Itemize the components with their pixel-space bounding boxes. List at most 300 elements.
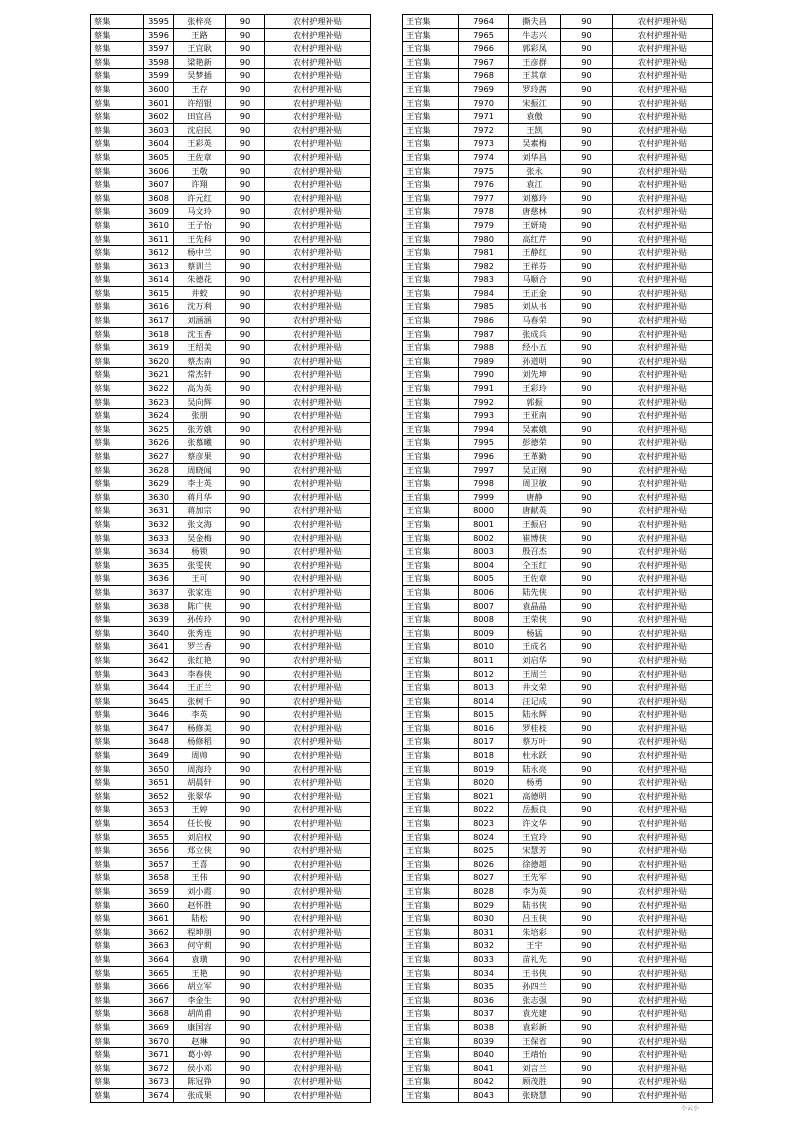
village-cell: 王官集 — [403, 191, 459, 205]
category-cell: 农村护理补贴 — [265, 259, 371, 273]
category-cell: 农村护理补贴 — [265, 613, 371, 627]
village-cell: 蔡集 — [91, 368, 144, 382]
village-cell: 王官集 — [403, 286, 459, 300]
number-cell: 3627 — [144, 450, 174, 464]
village-cell: 王官集 — [403, 545, 459, 559]
table-row — [403, 980, 713, 994]
table-row — [403, 993, 713, 1007]
category-cell: 农村护理补贴 — [265, 857, 371, 871]
village-cell: 王官集 — [403, 830, 459, 844]
number-cell: 8004 — [459, 558, 509, 572]
table-row — [403, 1034, 713, 1048]
amount-cell: 90 — [561, 993, 613, 1007]
amount-cell: 90 — [561, 844, 613, 858]
number-cell: 3661 — [144, 912, 174, 926]
number-cell: 8005 — [459, 572, 509, 586]
category-cell: 农村护理补贴 — [613, 110, 713, 124]
category-cell: 农村护理补贴 — [613, 980, 713, 994]
number-cell: 3619 — [144, 341, 174, 355]
village-cell: 蔡集 — [91, 28, 144, 42]
number-cell: 8012 — [459, 667, 509, 681]
number-cell: 7985 — [459, 300, 509, 314]
village-cell: 王官集 — [403, 599, 459, 613]
amount-cell: 90 — [226, 1034, 265, 1048]
amount-cell: 90 — [226, 1088, 265, 1102]
number-cell: 3604 — [144, 137, 174, 151]
village-cell: 蔡集 — [91, 531, 144, 545]
village-cell: 蔡集 — [91, 762, 144, 776]
village-cell: 王官集 — [403, 925, 459, 939]
name-cell: 许文华 — [509, 817, 561, 831]
name-cell: 彭德荣 — [509, 436, 561, 450]
category-cell: 农村护理补贴 — [613, 626, 713, 640]
village-cell: 王官集 — [403, 993, 459, 1007]
number-cell: 3618 — [144, 327, 174, 341]
number-cell: 7979 — [459, 218, 509, 232]
amount-cell: 90 — [561, 422, 613, 436]
table-row — [91, 1061, 371, 1075]
name-cell: 刘涵涵 — [174, 314, 226, 328]
category-cell: 农村护理补贴 — [613, 96, 713, 110]
amount-cell: 90 — [561, 368, 613, 382]
number-cell: 3658 — [144, 871, 174, 885]
amount-cell: 90 — [561, 123, 613, 137]
village-cell: 蔡集 — [91, 259, 144, 273]
village-cell: 蔡集 — [91, 626, 144, 640]
village-cell: 王官集 — [403, 966, 459, 980]
category-cell: 农村护理补贴 — [265, 708, 371, 722]
number-cell: 7999 — [459, 490, 509, 504]
name-cell: 崔博侠 — [509, 531, 561, 545]
number-cell: 8025 — [459, 844, 509, 858]
category-cell: 农村护理补贴 — [613, 1088, 713, 1102]
table-row — [91, 980, 371, 994]
table-row — [91, 830, 371, 844]
right-table-body — [403, 15, 713, 1103]
name-cell: 王靖怡 — [509, 1048, 561, 1062]
name-cell: 王婷 — [174, 803, 226, 817]
amount-cell: 90 — [226, 517, 265, 531]
village-cell: 王官集 — [403, 952, 459, 966]
village-cell: 王官集 — [403, 885, 459, 899]
amount-cell: 90 — [561, 613, 613, 627]
amount-cell: 90 — [226, 450, 265, 464]
name-cell: 孙传玲 — [174, 613, 226, 627]
amount-cell: 90 — [561, 15, 613, 29]
category-cell: 农村护理补贴 — [265, 327, 371, 341]
amount-cell: 90 — [561, 178, 613, 192]
name-cell: 苗礼先 — [509, 952, 561, 966]
village-cell: 蔡集 — [91, 477, 144, 491]
table-row — [91, 42, 371, 56]
category-cell: 农村护理补贴 — [613, 246, 713, 260]
amount-cell: 90 — [561, 259, 613, 273]
name-cell: 葛小婷 — [174, 1048, 226, 1062]
table-row — [91, 558, 371, 572]
village-cell: 王官集 — [403, 232, 459, 246]
number-cell: 8013 — [459, 681, 509, 695]
amount-cell: 90 — [561, 939, 613, 953]
table-row — [403, 1061, 713, 1075]
table-row — [91, 314, 371, 328]
number-cell: 3601 — [144, 96, 174, 110]
table-row — [91, 450, 371, 464]
amount-cell: 90 — [226, 817, 265, 831]
village-cell: 蔡集 — [91, 382, 144, 396]
name-cell: 许绍银 — [174, 96, 226, 110]
village-cell: 蔡集 — [91, 667, 144, 681]
village-cell: 王官集 — [403, 422, 459, 436]
amount-cell: 90 — [561, 450, 613, 464]
table-row — [91, 246, 371, 260]
name-cell: 陈广侠 — [174, 599, 226, 613]
category-cell: 农村护理补贴 — [265, 15, 371, 29]
number-cell: 3609 — [144, 205, 174, 219]
amount-cell: 90 — [226, 28, 265, 42]
category-cell: 农村护理补贴 — [265, 830, 371, 844]
category-cell: 农村护理补贴 — [613, 232, 713, 246]
table-row — [403, 273, 713, 287]
table-row — [91, 232, 371, 246]
amount-cell: 90 — [561, 925, 613, 939]
category-cell: 农村护理补贴 — [265, 110, 371, 124]
village-cell: 王官集 — [403, 803, 459, 817]
name-cell: 张秀连 — [174, 626, 226, 640]
amount-cell: 90 — [561, 735, 613, 749]
amount-cell: 90 — [561, 354, 613, 368]
amount-cell: 90 — [226, 762, 265, 776]
category-cell: 农村护理补贴 — [265, 286, 371, 300]
village-cell: 蔡集 — [91, 939, 144, 953]
number-cell: 3651 — [144, 776, 174, 790]
name-cell: 陆永辉 — [509, 708, 561, 722]
table-row — [91, 477, 371, 491]
table-row — [91, 1007, 371, 1021]
category-cell: 农村护理补贴 — [613, 776, 713, 790]
category-cell: 农村护理补贴 — [613, 504, 713, 518]
number-cell: 7980 — [459, 232, 509, 246]
amount-cell: 90 — [561, 966, 613, 980]
amount-cell: 90 — [226, 246, 265, 260]
village-cell: 王官集 — [403, 694, 459, 708]
category-cell: 农村护理补贴 — [613, 477, 713, 491]
category-cell: 农村护理补贴 — [265, 844, 371, 858]
table-row — [403, 708, 713, 722]
watermark: 小云小 — [681, 1105, 700, 1112]
village-cell: 王官集 — [403, 164, 459, 178]
category-cell: 农村护理补贴 — [265, 463, 371, 477]
amount-cell: 90 — [226, 721, 265, 735]
name-cell: 陆书侠 — [509, 898, 561, 912]
table-row — [403, 817, 713, 831]
table-row — [403, 69, 713, 83]
amount-cell: 90 — [226, 55, 265, 69]
amount-cell: 90 — [226, 545, 265, 559]
table-row — [403, 844, 713, 858]
village-cell: 王官集 — [403, 1020, 459, 1034]
table-row — [91, 69, 371, 83]
village-cell: 蔡集 — [91, 993, 144, 1007]
village-cell: 蔡集 — [91, 966, 144, 980]
name-cell: 侯小邓 — [174, 1061, 226, 1075]
category-cell: 农村护理补贴 — [613, 613, 713, 627]
village-cell: 蔡集 — [91, 1034, 144, 1048]
amount-cell: 90 — [226, 694, 265, 708]
name-cell: 李春侠 — [174, 667, 226, 681]
category-cell: 农村护理补贴 — [265, 42, 371, 56]
amount-cell: 90 — [561, 436, 613, 450]
amount-cell: 90 — [561, 517, 613, 531]
category-cell: 农村护理补贴 — [265, 925, 371, 939]
category-cell: 农村护理补贴 — [265, 450, 371, 464]
name-cell: 王振启 — [509, 517, 561, 531]
category-cell: 农村护理补贴 — [613, 205, 713, 219]
category-cell: 农村护理补贴 — [265, 653, 371, 667]
name-cell: 张梓亮 — [174, 15, 226, 29]
category-cell: 农村护理补贴 — [613, 694, 713, 708]
village-cell: 蔡集 — [91, 450, 144, 464]
village-cell: 蔡集 — [91, 613, 144, 627]
name-cell: 王书侠 — [509, 966, 561, 980]
village-cell: 蔡集 — [91, 912, 144, 926]
number-cell: 3646 — [144, 708, 174, 722]
number-cell: 3613 — [144, 259, 174, 273]
amount-cell: 90 — [226, 681, 265, 695]
table-row — [91, 382, 371, 396]
category-cell: 农村护理补贴 — [265, 1007, 371, 1021]
table-row — [91, 721, 371, 735]
category-cell: 农村护理补贴 — [613, 55, 713, 69]
category-cell: 农村护理补贴 — [265, 395, 371, 409]
name-cell: 李士英 — [174, 477, 226, 491]
name-cell: 宋慧芳 — [509, 844, 561, 858]
number-cell: 8041 — [459, 1061, 509, 1075]
table-row — [403, 191, 713, 205]
table-row — [91, 1020, 371, 1034]
name-cell: 唐献英 — [509, 504, 561, 518]
category-cell: 农村护理补贴 — [613, 1034, 713, 1048]
category-cell: 农村护理补贴 — [265, 1061, 371, 1075]
category-cell: 农村护理补贴 — [265, 531, 371, 545]
number-cell: 3633 — [144, 531, 174, 545]
number-cell: 3637 — [144, 585, 174, 599]
number-cell: 7969 — [459, 82, 509, 96]
amount-cell: 90 — [226, 300, 265, 314]
name-cell: 刘启权 — [174, 830, 226, 844]
name-cell: 吴正刚 — [509, 463, 561, 477]
category-cell: 农村护理补贴 — [613, 490, 713, 504]
number-cell: 8000 — [459, 504, 509, 518]
table-row — [91, 490, 371, 504]
amount-cell: 90 — [226, 69, 265, 83]
amount-cell: 90 — [561, 558, 613, 572]
table-row — [91, 191, 371, 205]
name-cell: 仝玉红 — [509, 558, 561, 572]
number-cell: 3639 — [144, 613, 174, 627]
amount-cell: 90 — [226, 314, 265, 328]
name-cell: 刘小霞 — [174, 885, 226, 899]
number-cell: 7965 — [459, 28, 509, 42]
category-cell: 农村护理补贴 — [265, 436, 371, 450]
village-cell: 王官集 — [403, 898, 459, 912]
amount-cell: 90 — [561, 191, 613, 205]
category-cell: 农村护理补贴 — [265, 300, 371, 314]
village-cell: 蔡集 — [91, 803, 144, 817]
name-cell: 撕夫昌 — [509, 15, 561, 29]
amount-cell: 90 — [226, 708, 265, 722]
number-cell: 7987 — [459, 327, 509, 341]
table-row — [403, 1048, 713, 1062]
number-cell: 3599 — [144, 69, 174, 83]
category-cell: 农村护理补贴 — [265, 776, 371, 790]
category-cell: 农村护理补贴 — [613, 1075, 713, 1089]
category-cell: 农村护理补贴 — [265, 980, 371, 994]
category-cell: 农村护理补贴 — [265, 1034, 371, 1048]
table-row — [403, 599, 713, 613]
table-row — [403, 762, 713, 776]
village-cell: 蔡集 — [91, 96, 144, 110]
table-row — [403, 504, 713, 518]
number-cell: 3626 — [144, 436, 174, 450]
village-cell: 蔡集 — [91, 871, 144, 885]
amount-cell: 90 — [226, 640, 265, 654]
amount-cell: 90 — [226, 667, 265, 681]
table-row — [403, 966, 713, 980]
category-cell: 农村护理补贴 — [265, 409, 371, 423]
table-row — [403, 218, 713, 232]
village-cell: 王官集 — [403, 28, 459, 42]
table-row — [403, 885, 713, 899]
table-row — [403, 327, 713, 341]
table-row — [403, 667, 713, 681]
table-row — [91, 205, 371, 219]
village-cell: 王官集 — [403, 626, 459, 640]
table-row — [91, 626, 371, 640]
name-cell: 杨锁 — [174, 545, 226, 559]
category-cell: 农村护理补贴 — [265, 123, 371, 137]
category-cell: 农村护理补贴 — [265, 626, 371, 640]
table-row — [403, 55, 713, 69]
table-row — [91, 164, 371, 178]
table-row — [403, 42, 713, 56]
number-cell: 7998 — [459, 477, 509, 491]
name-cell: 王存 — [174, 82, 226, 96]
number-cell: 3656 — [144, 844, 174, 858]
number-cell: 7977 — [459, 191, 509, 205]
name-cell: 马春荣 — [509, 314, 561, 328]
table-row — [91, 939, 371, 953]
amount-cell: 90 — [561, 1048, 613, 1062]
name-cell: 王艳 — [174, 966, 226, 980]
category-cell: 农村护理补贴 — [265, 1020, 371, 1034]
name-cell: 张文海 — [174, 517, 226, 531]
number-cell: 3615 — [144, 286, 174, 300]
village-cell: 蔡集 — [91, 1007, 144, 1021]
table-row — [403, 123, 713, 137]
category-cell: 农村护理补贴 — [265, 178, 371, 192]
number-cell: 3603 — [144, 123, 174, 137]
table-row — [91, 218, 371, 232]
category-cell: 农村护理补贴 — [613, 42, 713, 56]
village-cell: 王官集 — [403, 246, 459, 260]
amount-cell: 90 — [561, 803, 613, 817]
category-cell: 农村护理补贴 — [613, 422, 713, 436]
table-row — [91, 885, 371, 899]
category-cell: 农村护理补贴 — [265, 681, 371, 695]
village-cell: 蔡集 — [91, 776, 144, 790]
village-cell: 蔡集 — [91, 708, 144, 722]
table-row — [403, 15, 713, 29]
category-cell: 农村护理补贴 — [265, 205, 371, 219]
category-cell: 农村护理补贴 — [613, 286, 713, 300]
amount-cell: 90 — [226, 477, 265, 491]
village-cell: 王官集 — [403, 82, 459, 96]
village-cell: 王官集 — [403, 912, 459, 926]
category-cell: 农村护理补贴 — [265, 749, 371, 763]
category-cell: 农村护理补贴 — [613, 531, 713, 545]
amount-cell: 90 — [561, 749, 613, 763]
amount-cell: 90 — [561, 286, 613, 300]
name-cell: 宋振江 — [509, 96, 561, 110]
number-cell: 3673 — [144, 1075, 174, 1089]
name-cell: 吴素梅 — [509, 137, 561, 151]
amount-cell: 90 — [561, 912, 613, 926]
table-row — [91, 640, 371, 654]
amount-cell: 90 — [561, 721, 613, 735]
name-cell: 沈启民 — [174, 123, 226, 137]
category-cell: 农村护理补贴 — [613, 314, 713, 328]
village-cell: 王官集 — [403, 273, 459, 287]
village-cell: 蔡集 — [91, 749, 144, 763]
name-cell: 王保省 — [509, 1034, 561, 1048]
village-cell: 蔡集 — [91, 218, 144, 232]
village-cell: 王官集 — [403, 735, 459, 749]
name-cell: 沈玉香 — [174, 327, 226, 341]
table-row — [91, 585, 371, 599]
village-cell: 蔡集 — [91, 205, 144, 219]
table-row — [403, 300, 713, 314]
amount-cell: 90 — [226, 952, 265, 966]
number-cell: 3629 — [144, 477, 174, 491]
table-row — [91, 898, 371, 912]
table-row — [91, 123, 371, 137]
name-cell: 王宜玲 — [509, 830, 561, 844]
name-cell: 陆永亮 — [509, 762, 561, 776]
category-cell: 农村护理补贴 — [613, 640, 713, 654]
category-cell: 农村护理补贴 — [613, 218, 713, 232]
category-cell: 农村护理补贴 — [613, 803, 713, 817]
number-cell: 8011 — [459, 653, 509, 667]
number-cell: 7971 — [459, 110, 509, 124]
amount-cell: 90 — [561, 708, 613, 722]
number-cell: 7976 — [459, 178, 509, 192]
amount-cell: 90 — [226, 504, 265, 518]
table-row — [403, 137, 713, 151]
number-cell: 8015 — [459, 708, 509, 722]
village-cell: 蔡集 — [91, 436, 144, 450]
category-cell: 农村护理补贴 — [613, 137, 713, 151]
number-cell: 3666 — [144, 980, 174, 994]
village-cell: 蔡集 — [91, 150, 144, 164]
name-cell: 王绍美 — [174, 341, 226, 355]
table-row — [403, 259, 713, 273]
amount-cell: 90 — [561, 640, 613, 654]
table-row — [91, 137, 371, 151]
amount-cell: 90 — [561, 205, 613, 219]
name-cell: 汪记成 — [509, 694, 561, 708]
name-cell: 牛志兴 — [509, 28, 561, 42]
name-cell: 何守莉 — [174, 939, 226, 953]
